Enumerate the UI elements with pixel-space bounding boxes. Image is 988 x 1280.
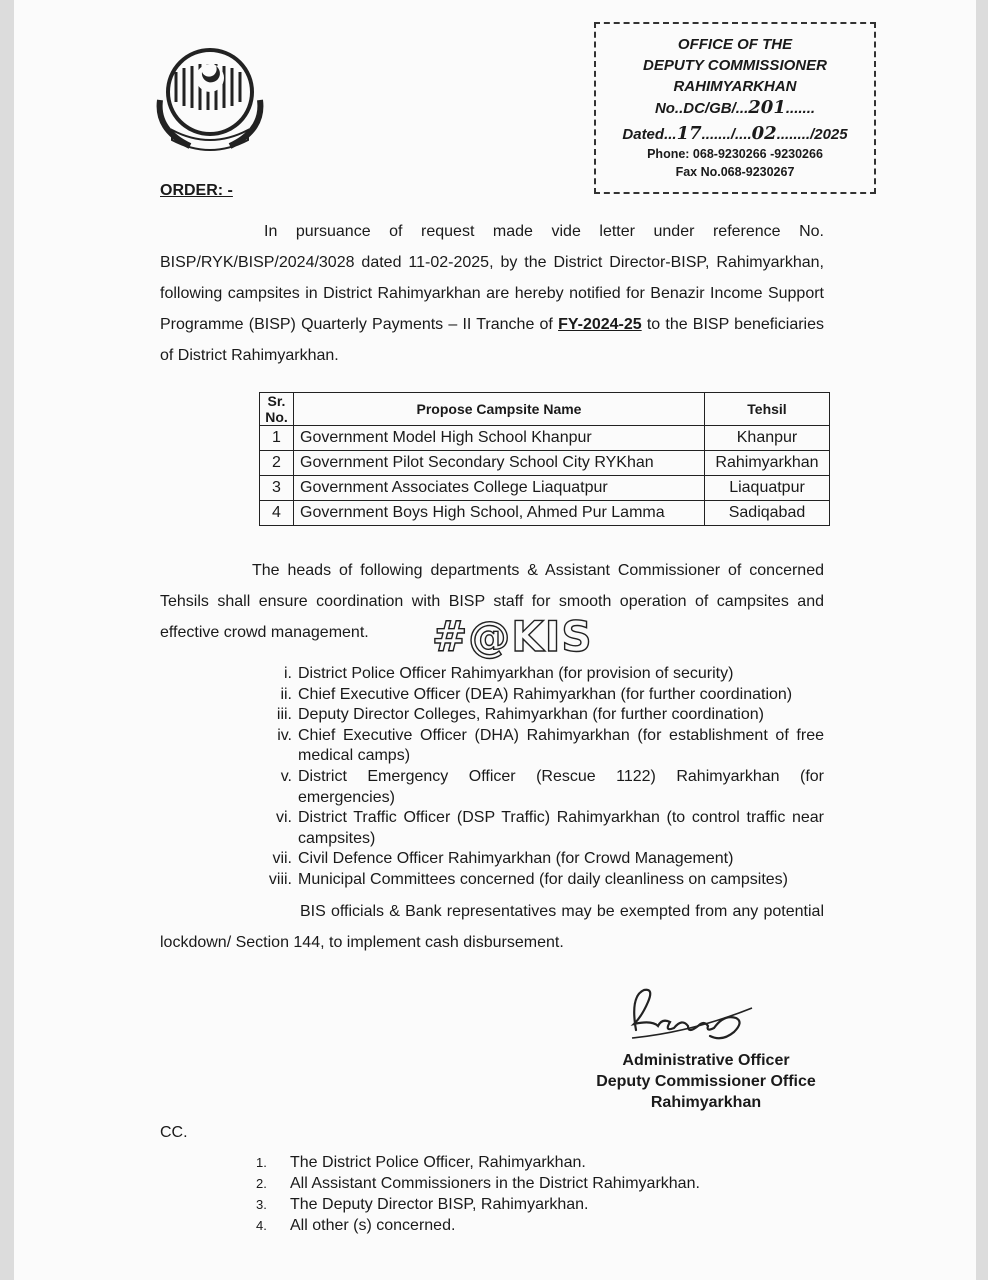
list-item	[240, 726, 824, 767]
office-line-1: OFFICE OF THE	[677, 36, 793, 53]
list-number: ii.	[280, 685, 292, 703]
list-item	[240, 685, 824, 706]
list-item	[256, 1152, 700, 1173]
table-row	[260, 476, 830, 501]
table-header-row	[260, 393, 830, 426]
list-number: iii.	[276, 706, 292, 724]
table-row	[260, 451, 830, 476]
fax-number: Fax No.068-9230267	[675, 165, 795, 179]
cell-sr: 2	[260, 451, 294, 476]
signatory-block	[586, 1050, 826, 1113]
cell-campsite: Government Associates College Liaquatpur	[294, 476, 705, 501]
reference-prefix: No..DC/GB/...	[654, 100, 749, 117]
signatory-city: Rahimyarkhan	[650, 1094, 762, 1111]
list-item	[256, 1194, 700, 1215]
paragraph-1-tail: to the BISP beneficiaries of District Rahimyarkhan.	[160, 316, 824, 364]
list-text: District Emergency Officer (Rescue 1122) Rahimyarkhan (for emergencies)	[298, 767, 824, 806]
header-sr-no: Sr. No.	[260, 393, 294, 426]
cell-sr: 3	[260, 476, 294, 501]
table-row	[260, 426, 830, 451]
campsite-table	[259, 392, 830, 526]
office-header-box	[594, 22, 876, 194]
list-text: District Traffic Officer (DSP Traffic) Rahimyarkhan (to control traffic near campsites)	[298, 809, 824, 847]
phone-number: Phone: 068-9230266 -9230266	[647, 147, 823, 161]
paragraph-1-body: In pursuance of request made vide letter under reference No. BISP/RYK/BISP/2024/3028 dated 11-02-2025, by the District Director-BISP, Rahimyarkhan, following campsites in District Rahimyarkhan are hereby notified for Benazir Income Support Programme (BISP) Quarterly Payments – II Tranche of	[160, 223, 824, 333]
list-item	[240, 849, 824, 870]
list-item	[240, 808, 824, 849]
cell-campsite: Government Boys High School, Ahmed Pur Lamma	[294, 501, 705, 526]
list-number: 1.	[256, 1155, 267, 1170]
cell-tehsil: Liaquatpur	[705, 476, 830, 501]
office-line-2: DEPUTY COMMISSIONER	[643, 57, 827, 74]
list-text: District Police Officer Rahimyarkhan (for provision of security)	[298, 665, 734, 682]
list-item	[240, 767, 824, 808]
order-paragraph-2: The heads of following departments & Assistant Commissioner of concerned Tehsils shall ensure coordination with BISP staff for smooth operation of campsites and effective crowd management.	[160, 562, 824, 641]
cell-campsite: Government Pilot Secondary School City RYKhan	[294, 451, 705, 476]
header-campsite-name: Propose Campsite Name	[294, 393, 705, 426]
list-item	[240, 664, 824, 685]
handwritten-signature	[622, 982, 772, 1052]
government-seal-logo	[150, 40, 270, 160]
order-paragraph-1	[160, 216, 824, 371]
dated-label: Dated...	[622, 126, 677, 143]
list-text: Civil Defence Officer Rahimyarkhan (for Crowd Management)	[298, 850, 734, 868]
list-number: 3.	[256, 1197, 267, 1212]
date-month: 02	[751, 123, 777, 144]
cell-tehsil: Khanpur	[705, 426, 830, 451]
cell-sr: 1	[260, 426, 294, 451]
list-text: The District Police Officer, Rahimyarkhan.	[290, 1154, 586, 1171]
cell-tehsil: Rahimyarkhan	[705, 451, 830, 476]
list-item	[240, 870, 824, 891]
list-item	[256, 1215, 700, 1236]
header-tehsil: Tehsil	[705, 393, 830, 426]
list-number: v.	[280, 767, 292, 785]
list-number: vii.	[272, 850, 292, 868]
list-item	[240, 705, 824, 726]
list-text: The Deputy Director BISP, Rahimyarkhan.	[290, 1196, 589, 1213]
list-number: iv.	[277, 726, 292, 744]
department-list	[240, 664, 824, 891]
list-item	[256, 1173, 700, 1194]
date-line: Dated...17......./....02......../2025	[622, 123, 848, 144]
table-row	[260, 501, 830, 526]
list-number: vi.	[276, 809, 292, 827]
list-text: Chief Executive Officer (DEA) Rahimyarkhan (for further coordination)	[298, 685, 793, 703]
list-number: 4.	[256, 1218, 267, 1233]
reference-number	[596, 97, 874, 119]
signatory-office: Deputy Commissioner Office	[596, 1073, 816, 1090]
cell-campsite: Government Model High School Khanpur	[294, 426, 705, 451]
list-number: 2.	[256, 1176, 267, 1191]
cc-list	[256, 1152, 700, 1236]
list-text: Deputy Director Colleges, Rahimyarkhan (for further coordination)	[298, 706, 764, 724]
list-text: All other (s) concerned.	[290, 1217, 456, 1234]
date-year: /2025	[810, 126, 848, 143]
date-day: 17	[676, 123, 702, 144]
reference-suffix: .......	[785, 100, 816, 117]
list-number: viii.	[268, 870, 292, 888]
signatory-title: Administrative Officer	[622, 1052, 790, 1069]
list-number: i.	[284, 665, 292, 682]
list-text: Chief Executive Officer (DHA) Rahimyarkhan (for establishment of free medical camps)	[298, 726, 824, 765]
list-text: All Assistant Commissioners in the District Rahimyarkhan.	[290, 1175, 700, 1192]
order-heading: ORDER: -	[160, 182, 233, 199]
list-text: Municipal Committees concerned (for daily cleanliness on campsites)	[298, 870, 788, 888]
cell-sr: 4	[260, 501, 294, 526]
order-paragraph-3: BIS officials & Bank representatives may be exempted from any potential lockdown/ Section 144, to implement cash disbursement.	[160, 903, 824, 951]
cell-tehsil: Sadiqabad	[705, 501, 830, 526]
cc-label: CC.	[160, 1124, 188, 1141]
reference-handwritten: 201	[748, 97, 786, 118]
watermark-text: #@KIS	[432, 612, 593, 661]
office-line-3: RAHIMYARKHAN	[673, 78, 797, 95]
fiscal-year: FY-2024-25	[558, 316, 642, 333]
